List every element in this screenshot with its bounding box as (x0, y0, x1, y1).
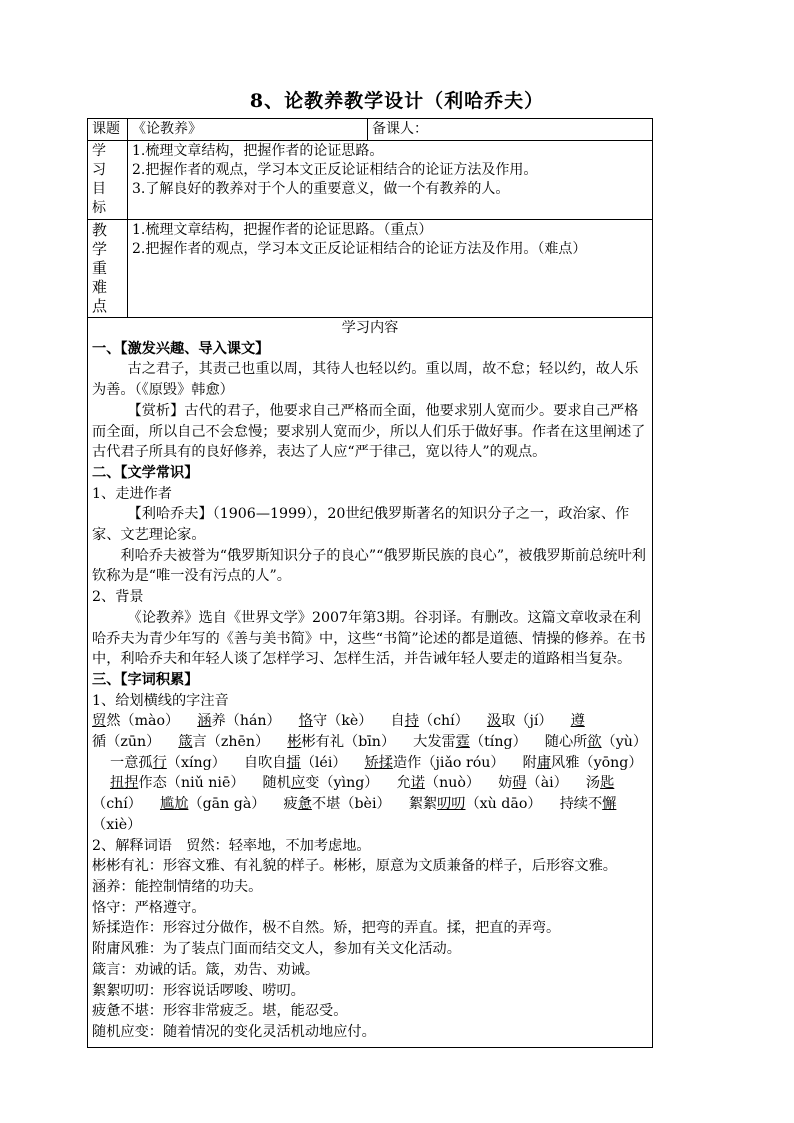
pinyin-word: 持续不懈（xiè） (92, 796, 617, 833)
section-2-heading: 二、【文学常识】 (92, 464, 199, 481)
underlined-char: 遵 (570, 713, 585, 730)
appreciation: 【赏析】古代的君子，他要求自己严格而全面，他要求别人宽而少。要求自己严格而全面，所以自己不会怠慢；要求别人宽而少，所以人们乐于做好事。作者在这里阐述了古代君子所具有的良好修养，表达了人应“严于律己，宽以待人”的观点。 (92, 402, 646, 461)
pinyin-word: 贸然（mào） (92, 713, 180, 730)
pinyin-word: 恪守（kè） (298, 713, 373, 730)
pinyin-word: 箴言（zhēn） (178, 734, 270, 751)
underlined-char: 匙 (600, 775, 615, 792)
section-3-heading: 三、【字词积累】 (92, 671, 199, 688)
underlined-char: 箴 (178, 734, 193, 751)
pinyin-word: 疲惫不堪（bèi） (283, 796, 391, 813)
pinyin-word: 随机应变（yìng） (262, 775, 379, 792)
pinyin-word: 絮絮叨叨（xù dāo） (408, 796, 542, 813)
underlined-char: 惫 (297, 796, 312, 813)
goals-label: 学习目标 (88, 141, 128, 220)
underlined-char: 贸 (92, 713, 107, 730)
learning-content (88, 318, 653, 1048)
key-points-list (128, 220, 653, 318)
definition-item: 絮絮叨叨：形容说话啰唆、唠叨。 (92, 982, 305, 999)
underlined-char: 碍 (512, 775, 527, 792)
definition-item: 彬彬有礼：形容文雅、有礼貌的样子。彬彬，原意为文质兼备的样子，后形容文雅。 (92, 858, 617, 875)
pinyin-word: 自吹自擂（léi） (243, 754, 347, 771)
pinyin-word: 随心所欲（yù） (544, 734, 648, 751)
pinyin-word: 扭捏作态（niǔ niē） (110, 775, 245, 792)
underlined-char: 应 (290, 775, 306, 792)
underlined-char: 涵 (197, 713, 212, 730)
author-praise: 利哈乔夫被誉为“俄罗斯知识分子的良心”“俄罗斯民族的良心”，被俄罗斯前总统叶利钦称为是“唯一没有污点的人”。 (92, 547, 646, 585)
underlined-char: 诺 (410, 775, 425, 792)
underlined-char: 擂 (286, 754, 301, 771)
author-subheading: 1、走进作者 (92, 485, 172, 502)
definition-item: 恪守：严格遵守。 (92, 899, 206, 916)
content-heading: 学习内容 (341, 320, 399, 336)
author-intro: 【利哈乔夫】（1906—1999），20世纪俄罗斯著名的知识分子之一，政治家、作家、文艺理论家。 (92, 506, 630, 544)
definition-item: 涵养：能控制情绪的功夫。 (92, 878, 263, 895)
goals-list (128, 141, 653, 220)
goal-item: 1.梳理文章结构，把握作者的论证思路。 (132, 143, 384, 159)
document-title: 8、论教养教学设计（利哈乔夫） (249, 90, 545, 112)
underlined-char: 行 (152, 754, 167, 771)
key-points-row (88, 220, 653, 318)
background-subheading: 2、背景 (92, 589, 144, 606)
pinyin-word: 附庸风雅（yōng） (522, 754, 643, 771)
pinyin-word: 大发雷霆（tíng） (413, 734, 527, 751)
underlined-char: 欲 (587, 734, 602, 751)
pinyin-word: 妨碍（ài） (498, 775, 568, 792)
underlined-char: 霆 (455, 734, 470, 751)
topic-label: 课题 (88, 119, 128, 141)
key-point-item: 1.梳理文章结构，把握作者的论证思路。（重点） (132, 222, 433, 238)
definition-item: 疲惫不堪：形容非常疲乏。堪，能忍受。 (92, 1003, 348, 1020)
underlined-char: 庸 (536, 754, 552, 771)
section-1-heading: 一、【激发兴趣、导入课文】 (92, 340, 270, 357)
underlined-char: 矫揉 (364, 754, 393, 771)
definition-list (92, 856, 648, 1042)
background-text: 《论教养》选自《世界文学》2007年第3期。谷羽译。有删改。这篇文章收录在利哈乔夫为青少年写的《善与美书简》中，这些“书简”论述的都是道德、情操的修养。在书中，利哈乔夫和年轻人谈了怎样学习、怎样生活，并告诫年轻人要走的道路相当复杂。 (92, 609, 646, 668)
goal-item: 3.了解良好的教养对于个人的重要意义，做一个有教养的人。 (132, 181, 510, 197)
pinyin-word: 遵循（zūn） (92, 713, 585, 751)
definition-item: 箴言：劝诫的话。箴，劝告、劝诫。 (92, 961, 320, 978)
underlined-char: 叨叨 (437, 796, 466, 813)
pinyin-list (92, 711, 648, 835)
pinyin-word: 矫揉造作（jiǎo róu） (364, 754, 505, 771)
definitions-subheading: 2、解释词语 贸然：轻率地，不加考虑地。 (92, 837, 371, 854)
content-row (88, 318, 653, 1048)
definition-item: 随机应变：随着情况的变化灵活机动地应付。 (92, 1023, 376, 1040)
definition-item: 矫揉造作：形容过分做作，极不自然。矫，把弯的弄直。揉，把直的弄弯。 (92, 920, 561, 937)
topic-row (88, 119, 653, 141)
pinyin-word: 一意孤行（xíng） (110, 754, 226, 771)
goal-item: 2.把握作者的观点，学习本文正反论证相结合的论证方法及作用。 (132, 162, 538, 178)
goals-row (88, 141, 653, 220)
underlined-char: 恪 (298, 713, 313, 730)
underlined-char: 懈 (602, 796, 617, 813)
topic-value: 《论教养》 (128, 119, 368, 141)
pinyin-word: 汤匙（chí） (92, 775, 615, 813)
pinyin-subheading: 1、给划横线的字注音 (92, 692, 229, 709)
lesson-plan-table (87, 118, 653, 1048)
underlined-char: 彬 (287, 734, 302, 751)
intro-quote: 古之君子，其责己也重以周，其待人也轻以约。重以周，故不怠；轻以约，故人乐为善。（《原毁》韩愈） (92, 361, 639, 399)
underlined-char: 尴尬 (160, 796, 189, 813)
pinyin-word: 涵养（hán） (197, 713, 281, 730)
key-points-label: 教学重难点 (88, 220, 128, 318)
definition-item: 附庸风雅：为了装点门面而结交文人，参加有关文化活动。 (92, 941, 461, 958)
pinyin-word: 自持（chí） (390, 713, 469, 730)
underlined-char: 汲 (486, 713, 502, 730)
pinyin-word: 彬彬有礼（bīn） (287, 734, 396, 751)
pinyin-word: 尴尬（gān gà） (160, 796, 266, 813)
underlined-char: 持 (404, 713, 419, 730)
underlined-char: 扭捏 (110, 775, 139, 792)
pinyin-word: 允诺（nuò） (396, 775, 481, 792)
pinyin-word: 汲取（jí） (486, 713, 553, 730)
preparer-label: 备课人： (368, 119, 653, 141)
key-point-item: 2.把握作者的观点，学习本文正反论证相结合的论证方法及作用。（难点） (132, 241, 587, 257)
